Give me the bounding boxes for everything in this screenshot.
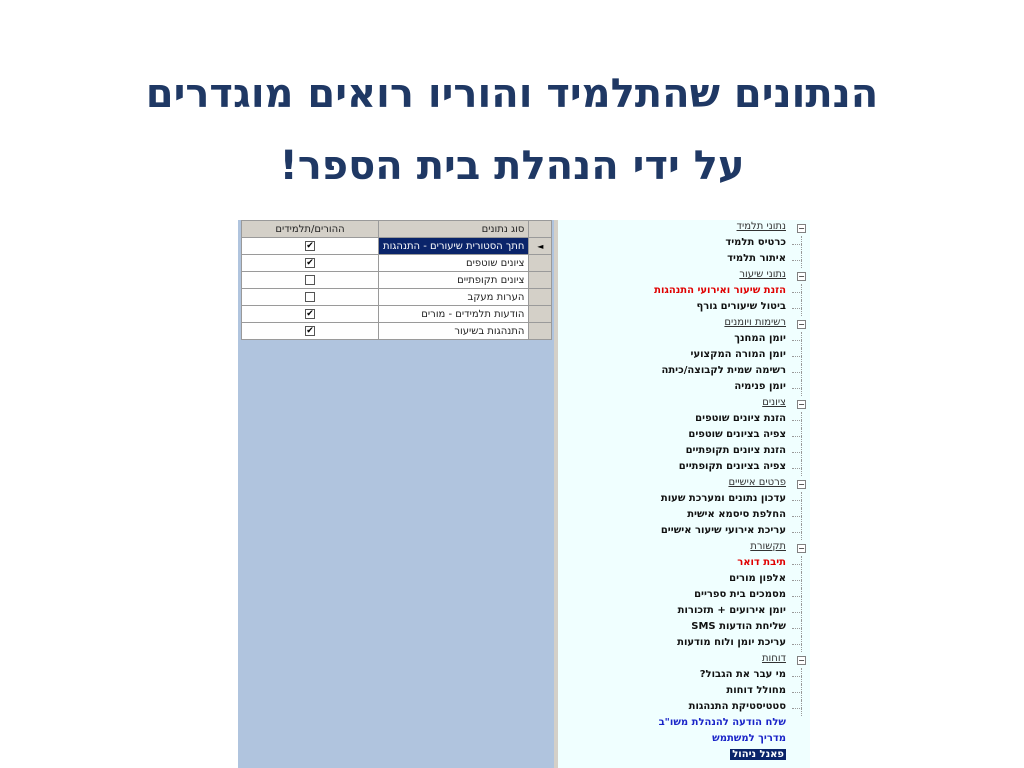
tree-branch [792,516,802,517]
nav-item-g5-1[interactable] [566,572,806,588]
title-line-2: על ידי הנהלת בית הספר! [279,143,745,189]
column-header-data-type[interactable]: סוג נתונים [379,221,529,238]
nav-group-header[interactable] [566,476,806,492]
nav-group-label[interactable]: תקשורת [750,541,786,552]
slide-title [0,58,1024,202]
grid-row[interactable] [242,289,552,306]
nav-group-header[interactable] [566,316,806,332]
row-indicator[interactable] [529,323,552,340]
nav-item-g5-0[interactable] [566,556,806,572]
nav-item-label[interactable]: ביטול שיעורים גורף [696,301,786,312]
app-screenshot [238,220,810,768]
nav-item-label[interactable]: רשימה שמית לקבוצה/כיתה [661,365,786,376]
nav-group-label[interactable]: ציונים [762,397,786,408]
nav-item-label[interactable]: עריכת אירועי שיעור אישיים [660,525,786,536]
nav-item-label[interactable]: מדריך למשתמש [712,733,786,744]
nav-item-g2-1[interactable] [566,348,806,364]
nav-item-g3-1[interactable] [566,428,806,444]
row-indicator[interactable] [529,255,552,272]
collapse-toggle-icon[interactable]: − [798,320,805,329]
nav-item-label[interactable]: תיבת דואר [737,557,786,568]
nav-item-label[interactable]: שליחת הודעות SMS [691,621,786,632]
checkbox-checked[interactable]: ✔ [306,325,314,336]
nav-group-label[interactable]: רשימות ויומנים [724,317,786,328]
navigation-tree [566,220,806,764]
nav-item-g5-5[interactable] [566,636,806,652]
grid-row[interactable] [242,272,552,289]
collapse-toggle-icon[interactable]: − [798,224,805,233]
nav-item-label[interactable]: עדכון נתונים ומערכת שעות [660,493,786,504]
data-type-cell[interactable]: הודעות תלמידים - מורים [379,306,529,323]
nav-item-g3-3[interactable] [566,460,806,476]
checkbox-unchecked[interactable] [305,275,315,285]
grid-row[interactable] [242,255,552,272]
collapse-toggle-icon[interactable]: − [798,272,805,281]
visibility-cell [242,289,379,306]
grid-row[interactable] [242,306,552,323]
nav-item-g6-0[interactable] [566,668,806,684]
nav-item-g2-3[interactable] [566,380,806,396]
nav-item-g5-3[interactable] [566,604,806,620]
nav-group-header[interactable] [566,396,806,412]
tree-branch [792,468,802,469]
collapse-toggle-icon[interactable]: − [798,656,805,665]
nav-item-label[interactable]: מי עבר את הגבול? [699,669,786,680]
tree-branch [792,500,802,501]
column-header-visible-to[interactable]: ההורים/תלמידים [242,221,379,238]
nav-item-label[interactable]: יומן אירועים + תזכורות [677,605,786,616]
grid-row[interactable] [242,238,552,255]
grid-header-row [242,221,552,238]
nav-item-label[interactable]: יומן המחנך [734,333,786,344]
tree-branch [792,612,802,613]
nav-item-label[interactable]: פאנל ניהול [732,749,784,760]
nav-item-g5-4[interactable] [566,620,806,636]
data-type-cell[interactable]: ציונים תקופתיים [379,272,529,289]
nav-item-g4-0[interactable] [566,492,806,508]
nav-item-g3-0[interactable] [566,412,806,428]
tree-branch [792,356,802,357]
data-visibility-grid [241,220,552,340]
nav-item-extra-1[interactable] [566,732,806,748]
tree-branch [792,580,802,581]
tree-branch [792,596,802,597]
nav-item-label[interactable]: אלפון מורים [729,573,786,584]
tree-branch [792,420,802,421]
nav-item-g6-2[interactable] [566,700,806,716]
row-indicator[interactable] [529,289,552,306]
tree-branch [792,676,802,677]
nav-item-label[interactable]: צפיה בציונים תקופתיים [678,461,786,472]
tree-branch [792,436,802,437]
data-visibility-grid-pane [238,220,555,768]
nav-group-label[interactable]: נתוני שיעור [739,269,786,280]
nav-group-header[interactable] [566,540,806,556]
tree-branch [792,340,802,341]
collapse-toggle-icon[interactable]: − [798,480,805,489]
nav-item-g2-2[interactable] [566,364,806,380]
navigation-sidebar [554,220,810,768]
tree-branch [792,244,802,245]
visibility-cell [242,255,379,272]
tree-branch [792,388,802,389]
visibility-cell [242,306,379,323]
nav-item-extra-0[interactable] [566,716,806,732]
tree-branch [792,628,802,629]
nav-item-g0-0[interactable] [566,236,806,252]
nav-group-label[interactable]: דוחות [761,653,786,664]
nav-item-g4-1[interactable] [566,508,806,524]
tree-branch [792,292,802,293]
tree-branch [792,532,802,533]
nav-item-g5-2[interactable] [566,588,806,604]
nav-item-label[interactable]: הזנת שיעור ואירועי התנהגות [654,285,786,296]
tree-branch [792,452,802,453]
row-indicator[interactable] [529,272,552,289]
checkbox-checked[interactable]: ✔ [306,257,314,268]
tree-branch [792,708,802,709]
collapse-toggle-icon[interactable]: − [798,400,805,409]
visibility-cell [242,272,379,289]
collapse-toggle-icon[interactable]: − [798,544,805,553]
nav-group-label[interactable]: פרטים אישיים [728,477,786,488]
nav-item-label[interactable]: שלח הודעה להנהלת משו"ב [658,717,786,728]
nav-item-label[interactable]: יומן המורה המקצועי [690,349,786,360]
row-indicator[interactable] [529,306,552,323]
nav-item-g4-2[interactable] [566,524,806,540]
row-indicator-header [529,221,552,238]
nav-item-g1-1[interactable] [566,300,806,316]
nav-item-label[interactable]: צפיה בציונים שוטפים [688,429,786,440]
nav-item-label[interactable]: סטטיסטיקת התנהגות [688,701,786,712]
nav-item-g1-0[interactable] [566,284,806,300]
visibility-cell [242,238,379,255]
nav-item-g6-1[interactable] [566,684,806,700]
checkbox-unchecked[interactable] [305,292,315,302]
title-line-1: הנתונים שהתלמיד והוריו רואים מוגדרים [145,71,879,117]
data-type-cell[interactable]: חתך הסטורית שיעורים - התנהגות [379,238,529,255]
tree-branch [792,308,802,309]
grid-row[interactable] [242,323,552,340]
nav-item-label[interactable]: איתור תלמיד [727,253,786,264]
nav-item-g3-2[interactable] [566,444,806,460]
nav-item-label[interactable]: מסמכים בית ספריים [694,589,786,600]
nav-item-label[interactable]: הזנת ציונים תקופתיים [685,445,786,456]
tree-branch [792,564,802,565]
tree-branch [792,644,802,645]
nav-item-label[interactable]: כרטיס תלמיד [725,237,786,248]
checkbox-checked[interactable]: ✔ [306,240,314,251]
nav-group-header[interactable] [566,220,806,236]
data-type-cell[interactable]: הערות מעקב [379,289,529,306]
nav-item-label[interactable]: הזנת ציונים שוטפים [695,413,786,424]
nav-group-header[interactable] [566,268,806,284]
nav-item-label[interactable]: יומן פנימיה [734,381,786,392]
nav-item-extra-2[interactable] [566,748,806,764]
row-indicator[interactable]: ◄ [529,238,552,255]
visibility-cell [242,323,379,340]
nav-item-label[interactable]: מחולל דוחות [726,685,786,696]
tree-branch [792,372,802,373]
nav-item-label[interactable]: עריכת יומן ולוח מודעות [677,637,786,648]
data-type-cell[interactable]: ציונים שוטפים [379,255,529,272]
tree-branch [792,260,802,261]
nav-item-g2-0[interactable] [566,332,806,348]
nav-item-g0-1[interactable] [566,252,806,268]
nav-group-header[interactable] [566,652,806,668]
nav-group-label[interactable]: נתוני תלמיד [736,221,786,232]
checkbox-checked[interactable]: ✔ [306,308,314,319]
tree-branch [792,692,802,693]
data-type-cell[interactable]: התנהגות בשיעור [379,323,529,340]
nav-item-label[interactable]: החלפת סיסמא אישית [687,509,786,520]
